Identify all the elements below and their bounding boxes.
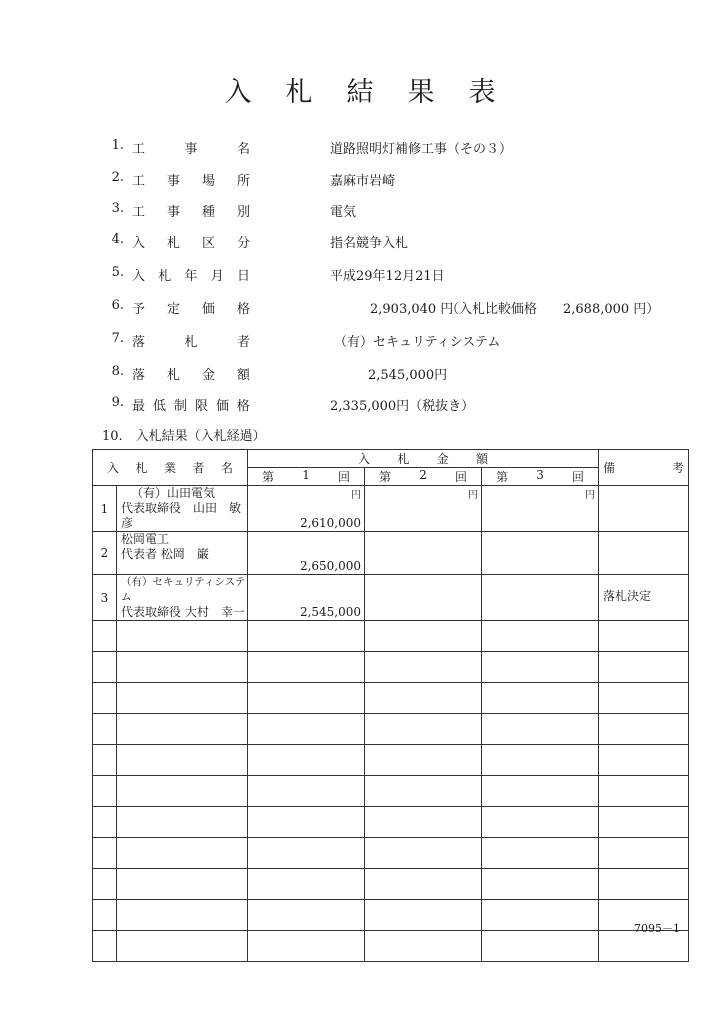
table-row bbox=[93, 838, 689, 869]
info-label: 入 札 区 分 bbox=[132, 236, 250, 251]
table-row bbox=[93, 776, 689, 807]
info-number: 3. bbox=[111, 201, 124, 216]
bid-amount-round-3: 円 bbox=[482, 486, 599, 532]
page-title: 入札結果表 bbox=[224, 77, 530, 108]
info-row bbox=[0, 232, 720, 252]
bid-amount-round-3 bbox=[482, 575, 599, 621]
bid-amount-round-2 bbox=[365, 575, 482, 621]
bidder-name-header: 入 札 業 者 名 bbox=[93, 450, 248, 486]
info-value: 平成29年12月21日 bbox=[330, 269, 445, 284]
table-row bbox=[93, 486, 689, 532]
info-number: 8. bbox=[111, 364, 124, 379]
round-2-header: 第 2 回 bbox=[365, 468, 482, 486]
info-row bbox=[0, 395, 720, 415]
info-row bbox=[0, 138, 720, 158]
round-3-header: 第 3 回 bbox=[482, 468, 599, 486]
info-label: 工 事 名 bbox=[132, 142, 250, 157]
table-row bbox=[93, 652, 689, 683]
info-number: 5. bbox=[111, 265, 124, 280]
bid-amount-round-1: 2,650,000 bbox=[248, 532, 365, 575]
table-row bbox=[93, 745, 689, 776]
info-label: 工 事 場 所 bbox=[132, 174, 250, 189]
info-row bbox=[0, 201, 720, 221]
round-1-header: 第 1 回 bbox=[248, 468, 365, 486]
section-10-heading: 10. 入札結果（入札経過） bbox=[102, 429, 266, 444]
form-number: 7095－1 bbox=[634, 922, 680, 935]
remarks-header: 備 考 bbox=[599, 450, 689, 486]
row-number: 1 bbox=[93, 486, 117, 532]
info-row bbox=[0, 170, 720, 190]
table-row bbox=[93, 869, 689, 900]
info-value: 2,545,000円 bbox=[368, 368, 448, 383]
bid-amount-round-2 bbox=[365, 532, 482, 575]
info-row bbox=[0, 364, 720, 384]
bid-amount-round-2: 円 bbox=[365, 486, 482, 532]
bid-amount-round-1: 円 2,610,000 bbox=[248, 486, 365, 532]
info-number: 4. bbox=[111, 232, 124, 247]
row-number: 2 bbox=[93, 532, 117, 575]
info-row bbox=[0, 331, 720, 351]
remarks bbox=[599, 532, 689, 575]
remarks: 落札決定 bbox=[599, 575, 689, 621]
bidder-name: （有）山田電気 代表取締役 山田 敏彦 bbox=[117, 486, 248, 532]
table-row bbox=[93, 532, 689, 575]
info-number: 1. bbox=[111, 138, 124, 153]
info-value-secondary: （入札比較価格 2,688,000 円） bbox=[446, 302, 660, 317]
info-row bbox=[0, 298, 720, 318]
info-label: 最 低 制 限 価 格 bbox=[132, 399, 250, 414]
table-row bbox=[93, 683, 689, 714]
info-label: 入 札 年 月 日 bbox=[132, 269, 250, 284]
info-label: 予 定 価 格 bbox=[132, 302, 250, 317]
info-number: 6. bbox=[111, 298, 124, 313]
bidder-name: （有）セキュリティシステム 代表取締役 大村 幸一 bbox=[117, 575, 248, 621]
table-row bbox=[93, 931, 689, 962]
info-label: 落 札 者 bbox=[132, 335, 250, 350]
bid-results-table bbox=[92, 449, 689, 962]
info-number: 2. bbox=[111, 170, 124, 185]
info-label: 工 事 種 別 bbox=[132, 205, 250, 220]
info-number: 7. bbox=[111, 331, 124, 346]
info-label: 落 札 金 額 bbox=[132, 368, 250, 383]
table-row bbox=[93, 807, 689, 838]
bid-amount-round-1: 2,545,000 bbox=[248, 575, 365, 621]
info-value: 電気 bbox=[330, 205, 357, 220]
row-number: 3 bbox=[93, 575, 117, 621]
bidder-name: 松岡電工 代表者 松岡 巌 bbox=[117, 532, 248, 575]
info-value: 2,903,040 円 bbox=[370, 302, 454, 317]
info-value: 2,335,000円（税抜き） bbox=[330, 399, 475, 414]
info-value: 道路照明灯補修工事（その３） bbox=[330, 142, 513, 157]
table-row bbox=[93, 575, 689, 621]
info-row bbox=[0, 265, 720, 285]
table-row bbox=[93, 714, 689, 745]
bid-amount-header: 入 札 金 額 bbox=[248, 450, 599, 468]
table-row bbox=[93, 900, 689, 931]
info-value: 嘉麻市岩崎 bbox=[330, 174, 396, 189]
info-number: 9. bbox=[111, 395, 124, 410]
remarks bbox=[599, 486, 689, 532]
table-row bbox=[93, 621, 689, 652]
bid-amount-round-3 bbox=[482, 532, 599, 575]
info-value: （有）セキュリティシステム bbox=[334, 335, 501, 350]
info-value: 指名競争入札 bbox=[330, 236, 409, 251]
